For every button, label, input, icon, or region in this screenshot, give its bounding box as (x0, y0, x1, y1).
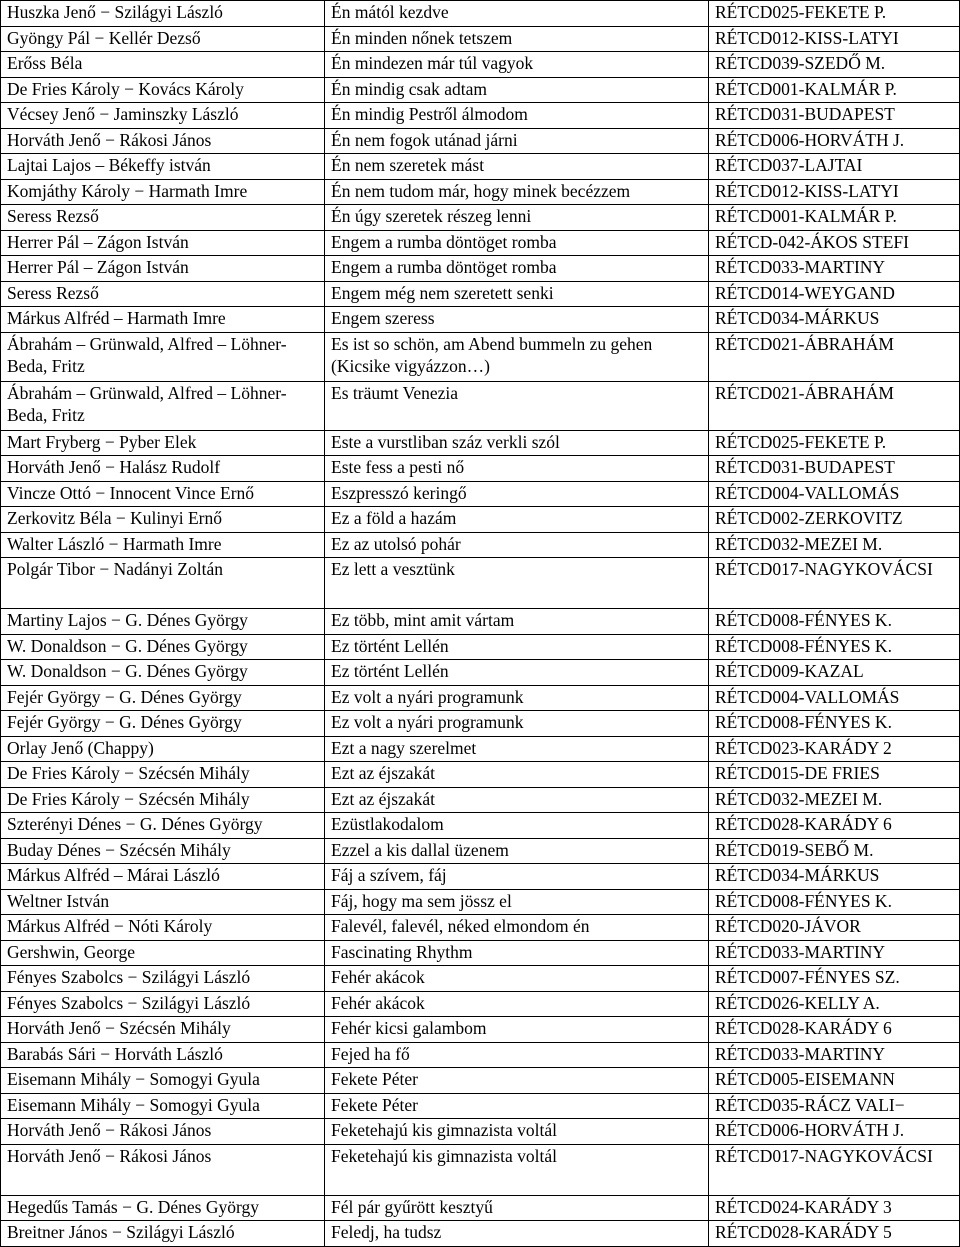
cd-code-cell: RÉTCD004-VALLOMÁS (709, 481, 960, 507)
composer-lyricist-cell: Orlay Jenő (Chappy) (1, 736, 325, 762)
table-row (1, 456, 960, 482)
composer-lyricist-cell: Seress Rezső (1, 205, 325, 231)
cd-code-cell: RÉTCD002-ZERKOVITZ (709, 507, 960, 533)
song-title-cell: Ezüstlakodalom (325, 813, 709, 839)
table-row (1, 1119, 960, 1145)
composer-lyricist-cell: Márkus Alfréd − Nóti Károly (1, 915, 325, 941)
song-title-cell: Fehér akácok (325, 991, 709, 1017)
table-row (1, 1068, 960, 1094)
table-row (1, 205, 960, 231)
song-title-cell: Én úgy szeretek részeg lenni (325, 205, 709, 231)
cd-code-cell: RÉTCD008-FÉNYES K. (709, 609, 960, 635)
cd-code-cell: RÉTCD006-HORVÁTH J. (709, 128, 960, 154)
cd-code-cell: RÉTCD001-KALMÁR P. (709, 205, 960, 231)
cd-code-cell: RÉTCD-042-ÁKOS STEFI (709, 230, 960, 256)
composer-lyricist-cell: Komjáthy Károly − Harmath Imre (1, 179, 325, 205)
cd-code-cell: RÉTCD015-DE FRIES (709, 762, 960, 788)
cd-code-cell: RÉTCD033-MARTINY (709, 940, 960, 966)
song-title-cell: Engem a rumba döntöget romba (325, 230, 709, 256)
cd-code-cell: RÉTCD008-FÉNYES K. (709, 889, 960, 915)
composer-lyricist-cell: Seress Rezső (1, 281, 325, 307)
composer-lyricist-cell: Ábrahám – Grünwald, Alfred – Löhner-Beda, Fritz (1, 381, 325, 430)
cd-code-cell: RÉTCD024-KARÁDY 3 (709, 1195, 960, 1221)
song-title-cell: Ez lett a vesztünk (325, 558, 709, 609)
table-row (1, 332, 960, 381)
table-row (1, 634, 960, 660)
composer-lyricist-cell: Breitner János − Szilágyi László (1, 1221, 325, 1247)
composer-lyricist-cell: Lajtai Lajos – Békeffy istván (1, 154, 325, 180)
table-row (1, 762, 960, 788)
table-row (1, 1195, 960, 1221)
song-title-cell: Fehér akácok (325, 966, 709, 992)
composer-lyricist-cell: De Fries Károly − Szécsén Mihály (1, 762, 325, 788)
composer-lyricist-cell: Buday Dénes − Szécsén Mihály (1, 838, 325, 864)
song-title-cell: Falevél, falevél, néked elmondom én (325, 915, 709, 941)
song-title-cell: Eszpresszó keringő (325, 481, 709, 507)
composer-lyricist-cell: Martiny Lajos − G. Dénes György (1, 609, 325, 635)
composer-lyricist-cell: Gyöngy Pál − Kellér Dezső (1, 26, 325, 52)
composer-lyricist-cell: Polgár Tibor − Nadányi Zoltán (1, 558, 325, 609)
table-row (1, 1, 960, 27)
cd-code-cell: RÉTCD001-KALMÁR P. (709, 77, 960, 103)
composer-lyricist-cell: Márkus Alfréd – Harmath Imre (1, 307, 325, 333)
composer-lyricist-cell: Weltner István (1, 889, 325, 915)
composer-lyricist-cell: Fényes Szabolcs − Szilágyi László (1, 991, 325, 1017)
cd-code-cell: RÉTCD025-FEKETE P. (709, 1, 960, 27)
table-body (1, 1, 960, 1247)
cd-code-cell: RÉTCD028-KARÁDY 5 (709, 1221, 960, 1247)
composer-lyricist-cell: De Fries Károly − Kovács Károly (1, 77, 325, 103)
song-title-cell: Én mindig csak adtam (325, 77, 709, 103)
composer-lyricist-cell: Mart Fryberg − Pyber Elek (1, 430, 325, 456)
table-row (1, 940, 960, 966)
cd-code-cell: RÉTCD032-MEZEI M. (709, 532, 960, 558)
composer-lyricist-cell: Horváth Jenő − Rákosi János (1, 1144, 325, 1195)
song-title-cell: Ez az utolsó pohár (325, 532, 709, 558)
composer-lyricist-cell: Barabás Sári − Horváth László (1, 1042, 325, 1068)
song-title-cell: Este a vurstliban száz verkli szól (325, 430, 709, 456)
composer-lyricist-cell: Eisemann Mihály − Somogyi Gyula (1, 1093, 325, 1119)
composer-lyricist-cell: Fényes Szabolcs − Szilágyi László (1, 966, 325, 992)
song-title-cell: Engem szeress (325, 307, 709, 333)
table-row (1, 889, 960, 915)
cd-code-cell: RÉTCD031-BUDAPEST (709, 103, 960, 129)
cd-code-cell: RÉTCD023-KARÁDY 2 (709, 736, 960, 762)
table-row (1, 1042, 960, 1068)
table-row (1, 103, 960, 129)
cd-code-cell: RÉTCD012-KISS-LATYI (709, 179, 960, 205)
composer-lyricist-cell: W. Donaldson − G. Dénes György (1, 634, 325, 660)
song-title-cell: Én mától kezdve (325, 1, 709, 27)
table-row (1, 481, 960, 507)
composer-lyricist-cell: Horváth Jenő − Rákosi János (1, 1119, 325, 1145)
table-row (1, 77, 960, 103)
cd-code-cell: RÉTCD012-KISS-LATYI (709, 26, 960, 52)
song-title-cell: Én mindig Pestről álmodom (325, 103, 709, 129)
composer-lyricist-cell: Herrer Pál – Zágon István (1, 256, 325, 282)
table-row (1, 128, 960, 154)
composer-lyricist-cell: Eisemann Mihály − Somogyi Gyula (1, 1068, 325, 1094)
cd-code-cell: RÉTCD037-LAJTAI (709, 154, 960, 180)
song-title-cell: Ez volt a nyári programunk (325, 685, 709, 711)
composer-lyricist-cell: Erőss Béla (1, 52, 325, 78)
cd-code-cell: RÉTCD033-MARTINY (709, 1042, 960, 1068)
cd-code-cell: RÉTCD008-FÉNYES K. (709, 711, 960, 737)
table-row (1, 1017, 960, 1043)
table-row (1, 660, 960, 686)
cd-code-cell: RÉTCD039-SZEDŐ M. (709, 52, 960, 78)
table-row (1, 154, 960, 180)
song-title-cell: Fejed ha fő (325, 1042, 709, 1068)
song-title-cell: Es ist so schön, am Abend bummeln zu gehen (Kicsike vigyázzon…) (325, 332, 709, 381)
cd-code-cell: RÉTCD019-SEBŐ M. (709, 838, 960, 864)
song-title-cell: Fekete Péter (325, 1093, 709, 1119)
cd-code-cell: RÉTCD004-VALLOMÁS (709, 685, 960, 711)
cd-code-cell: RÉTCD021-ÁBRAHÁM (709, 381, 960, 430)
table-row (1, 1093, 960, 1119)
table-row (1, 381, 960, 430)
cd-code-cell: RÉTCD034-MÁRKUS (709, 307, 960, 333)
cd-code-cell: RÉTCD028-KARÁDY 6 (709, 813, 960, 839)
composer-lyricist-cell: Márkus Alfréd – Márai László (1, 864, 325, 890)
composer-lyricist-cell: Ábrahám – Grünwald, Alfred – Löhner-Beda, Fritz (1, 332, 325, 381)
cd-code-cell: RÉTCD026-KELLY A. (709, 991, 960, 1017)
cd-code-cell: RÉTCD021-ÁBRAHÁM (709, 332, 960, 381)
song-title-cell: Fehér kicsi galambom (325, 1017, 709, 1043)
table-row (1, 26, 960, 52)
song-title-cell: Ez történt Lellén (325, 660, 709, 686)
table-row (1, 991, 960, 1017)
table-row (1, 307, 960, 333)
song-title-cell: Én nem fogok utánad járni (325, 128, 709, 154)
song-title-cell: Ezt az éjszakát (325, 762, 709, 788)
composer-lyricist-cell: Horváth Jenő − Szécsén Mihály (1, 1017, 325, 1043)
composer-lyricist-cell: Vécsey Jenő − Jaminszky László (1, 103, 325, 129)
song-title-cell: Fél pár gyűrött kesztyű (325, 1195, 709, 1221)
cd-code-cell: RÉTCD025-FEKETE P. (709, 430, 960, 456)
composer-lyricist-cell: Zerkovitz Béla − Kulinyi Ernő (1, 507, 325, 533)
table-row (1, 256, 960, 282)
table-row (1, 179, 960, 205)
composer-lyricist-cell: Herrer Pál – Zágon István (1, 230, 325, 256)
song-title-cell: Este fess a pesti nő (325, 456, 709, 482)
cd-code-cell: RÉTCD031-BUDAPEST (709, 456, 960, 482)
composer-lyricist-cell: Horváth Jenő − Rákosi János (1, 128, 325, 154)
cd-code-cell: RÉTCD007-FÉNYES SZ. (709, 966, 960, 992)
song-title-cell: Ez több, mint amit vártam (325, 609, 709, 635)
cd-code-cell: RÉTCD014-WEYGAND (709, 281, 960, 307)
song-title-cell: Feketehajú kis gimnazista voltál (325, 1119, 709, 1145)
table-row (1, 230, 960, 256)
table-row (1, 507, 960, 533)
cd-code-cell: RÉTCD005-EISEMANN (709, 1068, 960, 1094)
song-title-cell: Én nem tudom már, hogy minek becézzem (325, 179, 709, 205)
table-row (1, 1144, 960, 1195)
table-row (1, 609, 960, 635)
table-row (1, 966, 960, 992)
composer-lyricist-cell: Gershwin, George (1, 940, 325, 966)
song-title-cell: Ezzel a kis dallal üzenem (325, 838, 709, 864)
composer-lyricist-cell: Walter László − Harmath Imre (1, 532, 325, 558)
cd-code-cell: RÉTCD028-KARÁDY 6 (709, 1017, 960, 1043)
song-title-cell: Engem még nem szeretett senki (325, 281, 709, 307)
composer-lyricist-cell: Vincze Ottó − Innocent Vince Ernő (1, 481, 325, 507)
song-title-cell: Fascinating Rhythm (325, 940, 709, 966)
song-title-cell: Ez történt Lellén (325, 634, 709, 660)
composer-lyricist-cell: Fejér György − G. Dénes György (1, 685, 325, 711)
song-title-cell: Ez volt a nyári programunk (325, 711, 709, 737)
table-row (1, 813, 960, 839)
cd-code-cell: RÉTCD006-HORVÁTH J. (709, 1119, 960, 1145)
song-title-cell: Én minden nőnek tetszem (325, 26, 709, 52)
table-row (1, 558, 960, 609)
table-row (1, 281, 960, 307)
song-title-cell: Fáj, hogy ma sem jössz el (325, 889, 709, 915)
cd-code-cell: RÉTCD034-MÁRKUS (709, 864, 960, 890)
song-title-cell: Ezt az éjszakát (325, 787, 709, 813)
table-row (1, 711, 960, 737)
table-row (1, 787, 960, 813)
song-title-cell: Fáj a szívem, fáj (325, 864, 709, 890)
composer-lyricist-cell: Fejér György − G. Dénes György (1, 711, 325, 737)
cd-code-cell: RÉTCD009-KAZAL (709, 660, 960, 686)
song-title-cell: Ez a föld a hazám (325, 507, 709, 533)
song-title-cell: Es träumt Venezia (325, 381, 709, 430)
cd-code-cell: RÉTCD033-MARTINY (709, 256, 960, 282)
cd-code-cell: RÉTCD020-JÁVOR (709, 915, 960, 941)
song-title-cell: Én nem szeretek mást (325, 154, 709, 180)
cd-code-cell: RÉTCD017-NAGYKOVÁCSI (709, 1144, 960, 1195)
composer-lyricist-cell: Szterényi Dénes − G. Dénes György (1, 813, 325, 839)
song-title-cell: Én mindezen már túl vagyok (325, 52, 709, 78)
table-row (1, 52, 960, 78)
composer-lyricist-cell: De Fries Károly − Szécsén Mihály (1, 787, 325, 813)
composer-lyricist-cell: Huszka Jenő − Szilágyi László (1, 1, 325, 27)
composer-lyricist-cell: Hegedűs Tamás − G. Dénes György (1, 1195, 325, 1221)
table-row (1, 1221, 960, 1247)
cd-code-cell: RÉTCD017-NAGYKOVÁCSI (709, 558, 960, 609)
cd-code-cell: RÉTCD032-MEZEI M. (709, 787, 960, 813)
cd-code-cell: RÉTCD035-RÁCZ VALI− (709, 1093, 960, 1119)
table-row (1, 864, 960, 890)
table-row (1, 532, 960, 558)
table-row (1, 685, 960, 711)
song-title-cell: Feledj, ha tudsz (325, 1221, 709, 1247)
composer-lyricist-cell: Horváth Jenő − Halász Rudolf (1, 456, 325, 482)
table-row (1, 915, 960, 941)
table-row (1, 736, 960, 762)
cd-code-cell: RÉTCD008-FÉNYES K. (709, 634, 960, 660)
song-title-cell: Ezt a nagy szerelmet (325, 736, 709, 762)
composer-lyricist-cell: W. Donaldson − G. Dénes György (1, 660, 325, 686)
song-title-cell: Engem a rumba döntöget romba (325, 256, 709, 282)
table-row (1, 430, 960, 456)
song-title-cell: Fekete Péter (325, 1068, 709, 1094)
table-row (1, 838, 960, 864)
song-title-cell: Feketehajú kis gimnazista voltál (325, 1144, 709, 1195)
